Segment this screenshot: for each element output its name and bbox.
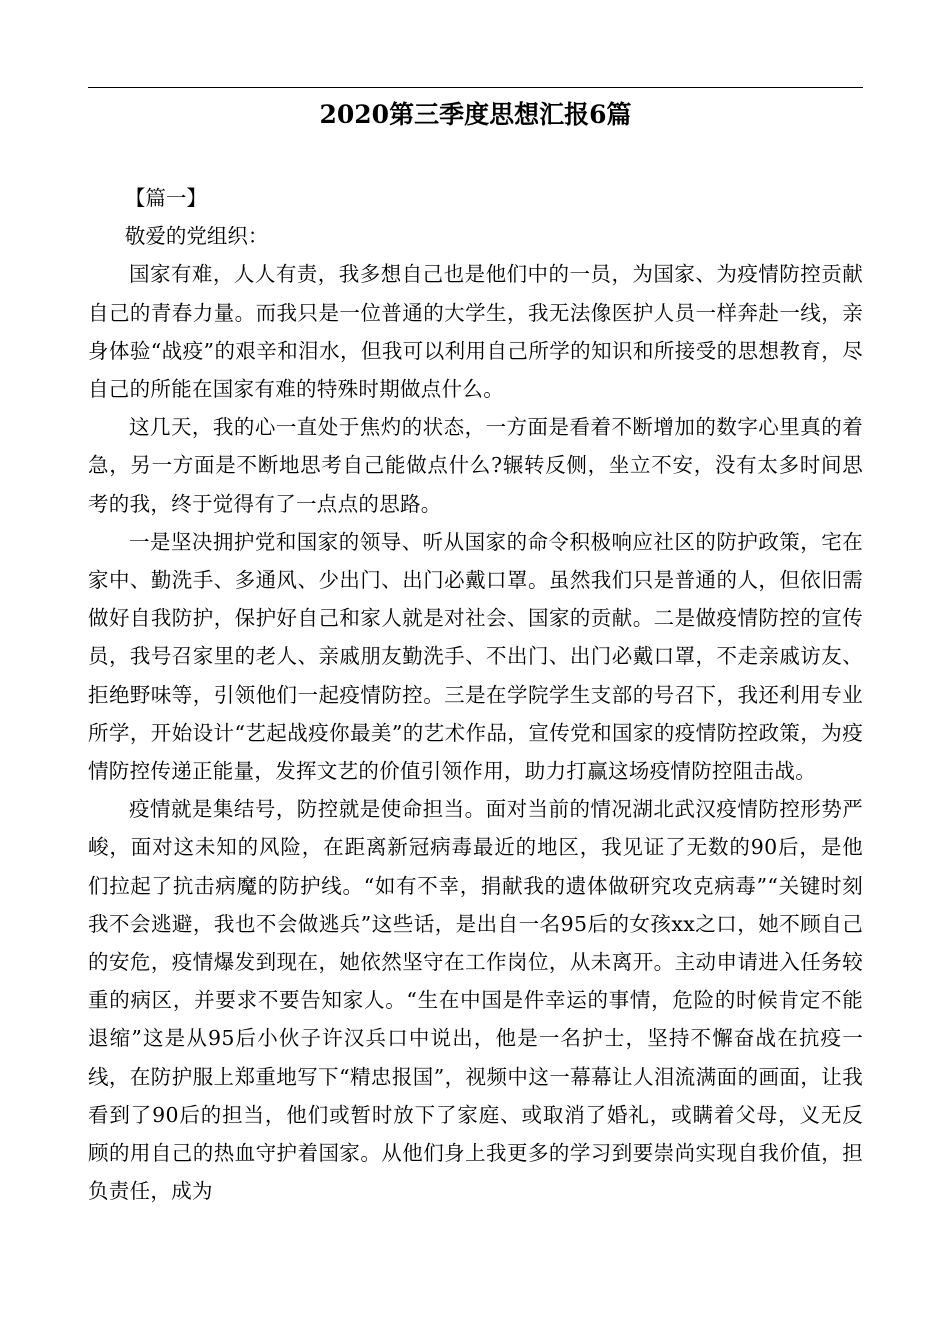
salutation: 敬爱的党组织： [124,224,269,249]
section-label: 【篇一】 [124,186,207,210]
paragraph-1: 国家有难，人人有责，我多想自己也是他们中的一员，为国家、为疫情防控贡献自己的青春力量。而我只是一位普通的大学生，我无法像医护人员一样奔赴一线，亲身体验“战疫”的艰辛和泪水，但我可以利用自己所学的知识和所接受的思想教育，尽自己的所能在国家有难的特殊时期做点什么。 [88,262,863,402]
paragraph-3: 一是坚决拥护党和国家的领导、听从国家的命令积极响应社区的防护政策，宅在家中、勤洗手、多通风、少出门、出门必戴口罩。虽然我们只是普通的人，但依旧需做好自我防护，保护好自己和家人就是对社会、国家的贡献。二是做疫情防控的宣传员，我号召家里的老人、亲戚朋友勤洗手、不出门、出门必戴口罩，不走亲戚访友、拒绝野味等，引领他们一起疫情防控。三是在学院学生支部的号召下，我还利用专业所学，开始设计“艺起战疫你最美”的艺术作品，宣传党和国家的疫情防控政策，为疫情防控传递正能量，发挥文艺的价值引领作用，助力打赢这场疫情防控阻击战。 [88,529,863,784]
document-body [88,179,863,1210]
document-page [88,0,863,1344]
header-rule [88,87,863,88]
document-title: 2020第三季度思想汇报6篇 [319,100,632,129]
paragraph-4: 疫情就是集结号，防控就是使命担当。面对当前的情况湖北武汉疫情防控形势严峻，面对这未知的风险，在距离新冠病毒最近的地区，我见证了无数的90后，是他们拉起了抗击病魔的防护线。“如有不幸，捐献我的遗体做研究攻克病毒”“关键时刻我不会逃避，我也不会做逃兵”这些话，是出自一名95后的女孩xx之口，她不顾自己的安危，疫情爆发到现在，她依然坚守在工作岗位，从未离开。主动申请进入任务较重的病区，并要求不要告知家人。“生在中国是件幸运的事情，危险的时候肯定不能退缩”这是从95后小伙子许汉兵口中说出，他是一名护士，坚持不懈奋战在抗疫一线，在防护服上郑重地写下“精忠报国”，视频中这一幕幕让人泪流满面的画面，让我看到了90后的担当，他们或暂时放下了家庭、或取消了婚礼，或瞒着父母，义无反顾的用自己的热血守护着国家。从他们身上我更多的学习到要崇尚实现自我价值，担负责任，成为 [88,797,863,1204]
paragraph-2: 这几天，我的心一直处于焦灼的状态，一方面是看着不断增加的数字心里真的着急，另一方面是不断地思考自己能做点什么?辗转反侧，坐立不安，没有太多时间思考的我，终于觉得有了一点点的思路。 [88,415,863,516]
